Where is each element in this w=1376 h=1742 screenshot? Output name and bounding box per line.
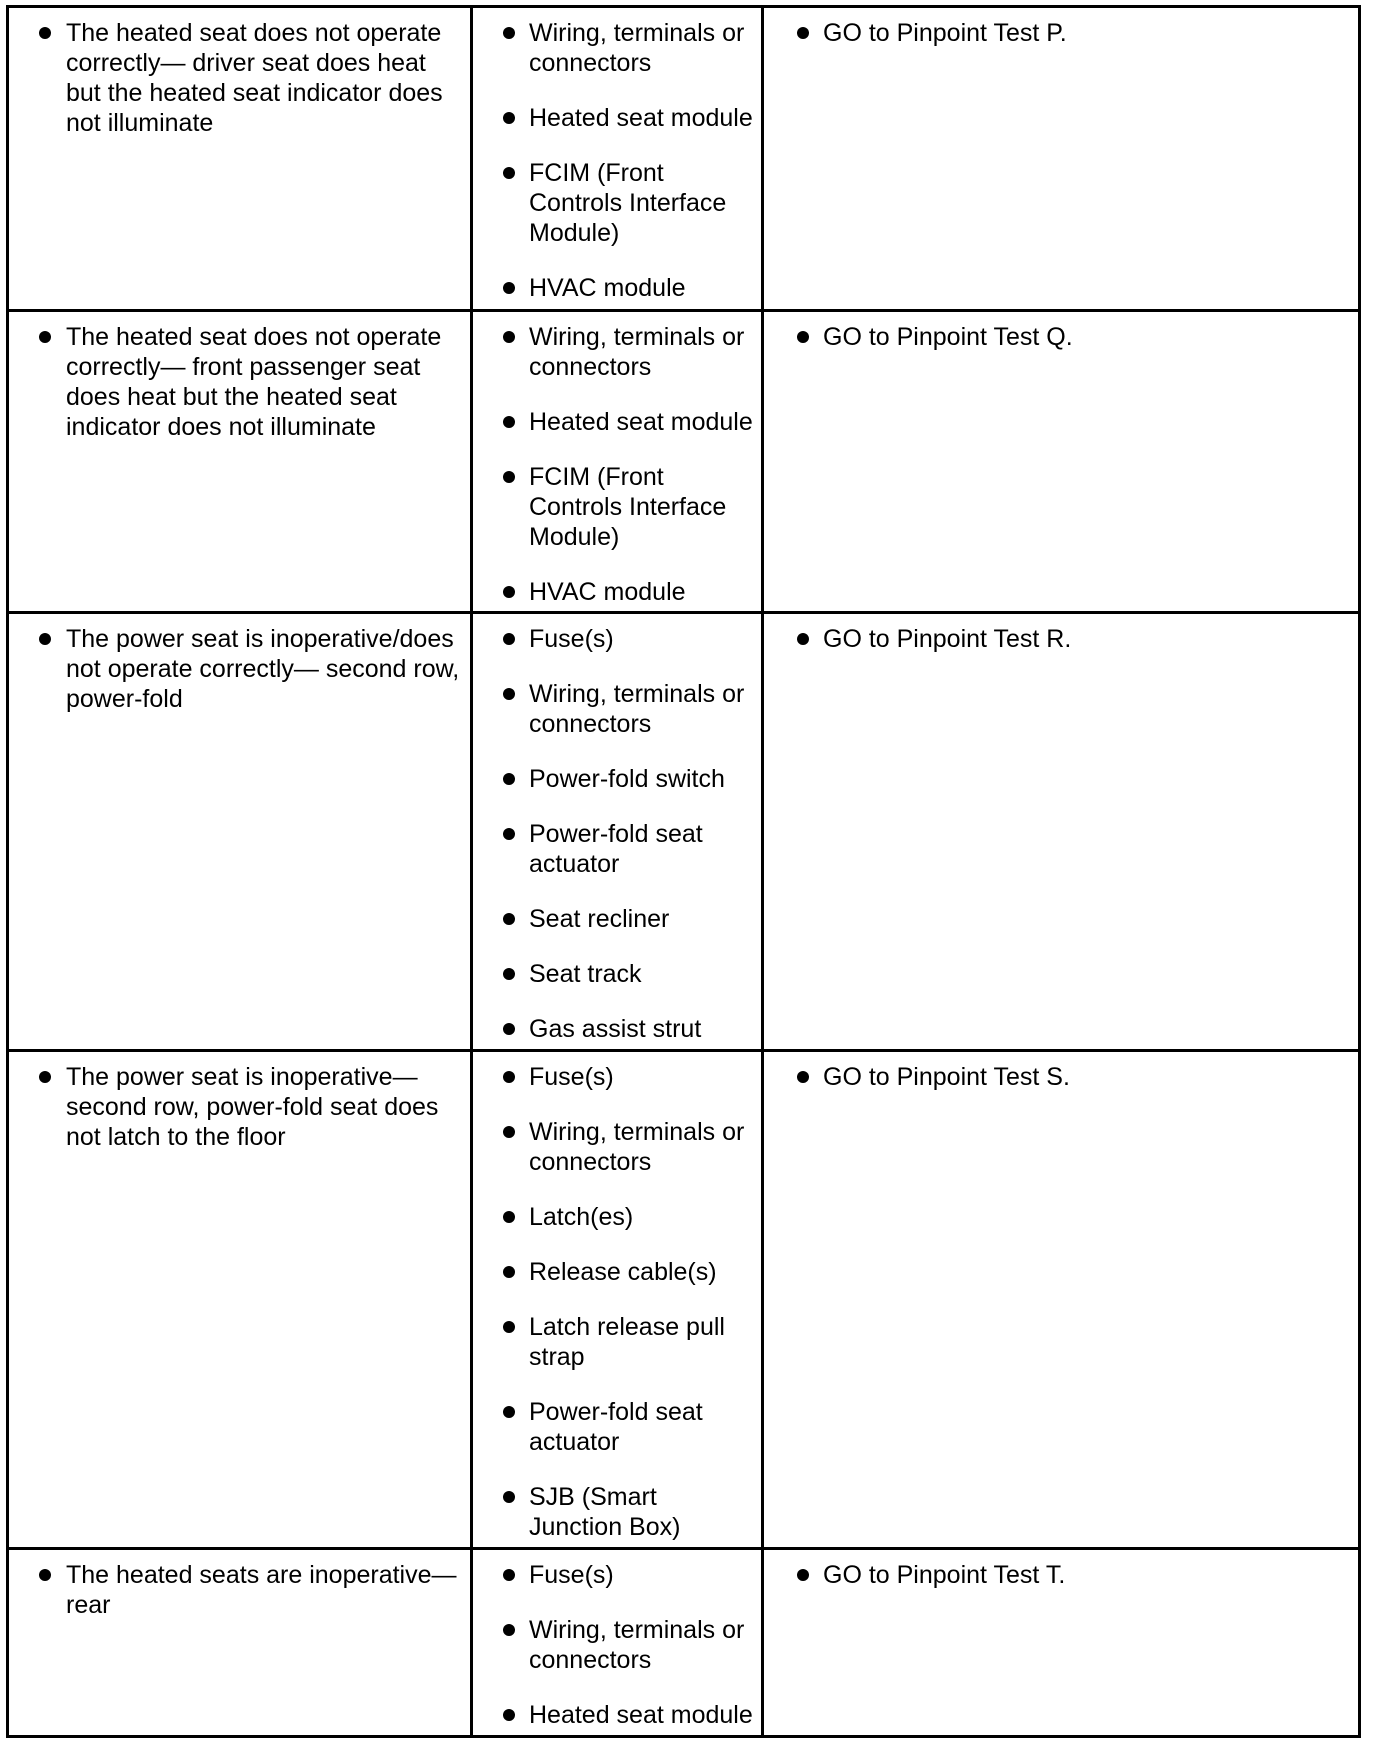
- action-cell: [763, 311, 1360, 613]
- action-cell: [763, 613, 1360, 1051]
- table-row: [8, 613, 1360, 1051]
- action-text: GO to Pinpoint Test P.: [774, 18, 1350, 48]
- condition-text: The power seat is inoperative/does not operate correctly— second row, power-fold: [19, 624, 462, 714]
- source-item: HVAC module: [483, 577, 753, 607]
- condition-cell: [8, 1051, 472, 1549]
- source-item: FCIM (Front Controls Interface Module): [483, 462, 753, 552]
- condition-cell: [8, 1549, 472, 1737]
- source-item: Fuse(s): [483, 1560, 753, 1590]
- table-row: [8, 311, 1360, 613]
- condition-cell: [8, 311, 472, 613]
- source-item: Latch(es): [483, 1202, 753, 1232]
- source-item: Release cable(s): [483, 1257, 753, 1287]
- possible-sources-cell: [472, 1549, 763, 1737]
- condition-cell: [8, 613, 472, 1051]
- source-item: Gas assist strut: [483, 1014, 753, 1044]
- possible-sources-cell: [472, 311, 763, 613]
- condition-text: The heated seat does not operate correctly— driver seat does heat but the heated seat indicator does not illuminate: [19, 18, 462, 138]
- source-item: Latch release pull strap: [483, 1312, 753, 1372]
- source-item: Fuse(s): [483, 624, 753, 654]
- possible-sources-cell: [472, 613, 763, 1051]
- action-cell: [763, 7, 1360, 311]
- source-item: Power-fold switch: [483, 764, 753, 794]
- possible-sources-cell: [472, 7, 763, 311]
- source-item: Wiring, terminals or connectors: [483, 679, 753, 739]
- source-item: FCIM (Front Controls Interface Module): [483, 158, 753, 248]
- source-item: Heated seat module: [483, 407, 753, 437]
- source-item: Heated seat module: [483, 103, 753, 133]
- source-item: Wiring, terminals or connectors: [483, 1615, 753, 1675]
- action-text: GO to Pinpoint Test T.: [774, 1560, 1350, 1590]
- possible-sources-cell: [472, 1051, 763, 1549]
- source-item: Power-fold seat actuator: [483, 1397, 753, 1457]
- source-item: HVAC module: [483, 273, 753, 303]
- source-item: Power-fold seat actuator: [483, 819, 753, 879]
- source-item: Wiring, terminals or connectors: [483, 1117, 753, 1177]
- source-item: Wiring, terminals or connectors: [483, 322, 753, 382]
- action-cell: [763, 1051, 1360, 1549]
- condition-text: The heated seat does not operate correctly— front passenger seat does heat but the heated seat indicator does not illuminate: [19, 322, 462, 442]
- source-item: Fuse(s): [483, 1062, 753, 1092]
- condition-text: The power seat is inoperative— second row, power-fold seat does not latch to the floor: [19, 1062, 462, 1152]
- table-row: [8, 1549, 1360, 1737]
- source-item: SJB (Smart Junction Box): [483, 1482, 753, 1542]
- source-item: Seat recliner: [483, 904, 753, 934]
- table-row: [8, 7, 1360, 311]
- source-item: Heated seat module: [483, 1700, 753, 1730]
- condition-text: The heated seats are inoperative— rear: [19, 1560, 462, 1620]
- source-item: Seat track: [483, 959, 753, 989]
- source-item: Wiring, terminals or connectors: [483, 18, 753, 78]
- condition-cell: [8, 7, 472, 311]
- action-cell: [763, 1549, 1360, 1737]
- action-text: GO to Pinpoint Test S.: [774, 1062, 1350, 1092]
- table-row: [8, 1051, 1360, 1549]
- action-text: GO to Pinpoint Test R.: [774, 624, 1350, 654]
- symptom-chart-table: [6, 5, 1361, 1738]
- action-text: GO to Pinpoint Test Q.: [774, 322, 1350, 352]
